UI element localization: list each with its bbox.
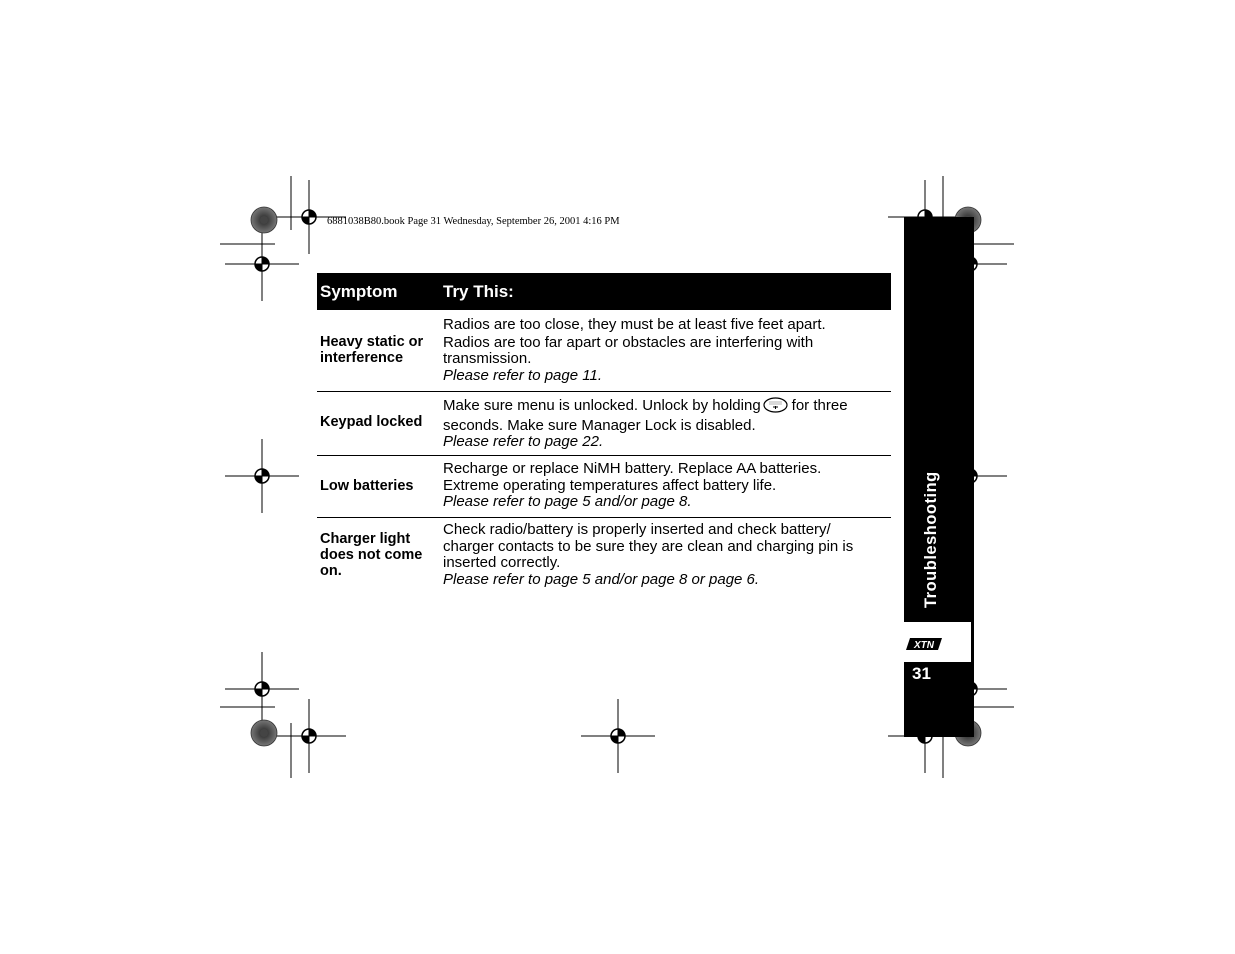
page-reference: Please refer to page 22.: [443, 433, 604, 450]
remedy-text: for three seconds. Make sure Manager Lock is disabled.: [443, 397, 848, 434]
remedy-cell: [443, 522, 883, 588]
table-row: [317, 310, 891, 392]
page-reference: Please refer to page 5 and/or page 8 or page 6.: [443, 570, 760, 588]
remedy-line: Recharge or replace NiMH battery. Replace AA batteries.: [443, 460, 822, 477]
symptom-cell: Low batteries: [320, 478, 414, 494]
troubleshooting-table: [317, 273, 891, 588]
remedy-line: Radios are too far apart or obstacles are interfering with transmission.: [443, 333, 814, 367]
xtn-logo: [904, 622, 971, 662]
remedy-line: Extreme operating temperatures affect battery life.: [443, 476, 777, 494]
remedy-line: Check radio/battery is properly inserted and check battery/ charger contacts to be sure they are clean and charging pin is inserted correctly.: [443, 521, 854, 571]
remedy-line: Radios are too close, they must be at least five feet apart.: [443, 316, 826, 333]
logo-text: XTN: [914, 640, 934, 651]
menu-key-icon: [763, 397, 788, 418]
table-header: [317, 273, 891, 310]
remedy-cell: [443, 461, 883, 511]
section-title: Troubleshooting: [922, 471, 940, 608]
table-row: [317, 392, 891, 456]
column-header-try-this: Try This:: [443, 282, 514, 301]
table-row: [317, 518, 891, 598]
book-info-header: 6881038B80.book Page 31 Wednesday, September 26, 2001 4:16 PM: [327, 216, 620, 227]
remedy-cell: [443, 317, 883, 384]
symptom-cell: Heavy static or interference: [320, 334, 424, 366]
remedy-line: [443, 397, 883, 434]
symptom-cell: Charger light does not come on.: [320, 531, 423, 579]
page-reference: Please refer to page 5 and/or page 8.: [443, 493, 692, 510]
remedy-text: Make sure menu is unlocked. Unlock by holding: [443, 397, 761, 414]
table-row: [317, 456, 891, 518]
symptom-cell: Keypad locked: [320, 414, 423, 430]
column-header-symptom: Symptom: [320, 282, 398, 301]
page-reference: Please refer to page 11.: [443, 366, 602, 384]
remedy-cell: [443, 397, 883, 451]
page-number: 31: [912, 664, 931, 683]
